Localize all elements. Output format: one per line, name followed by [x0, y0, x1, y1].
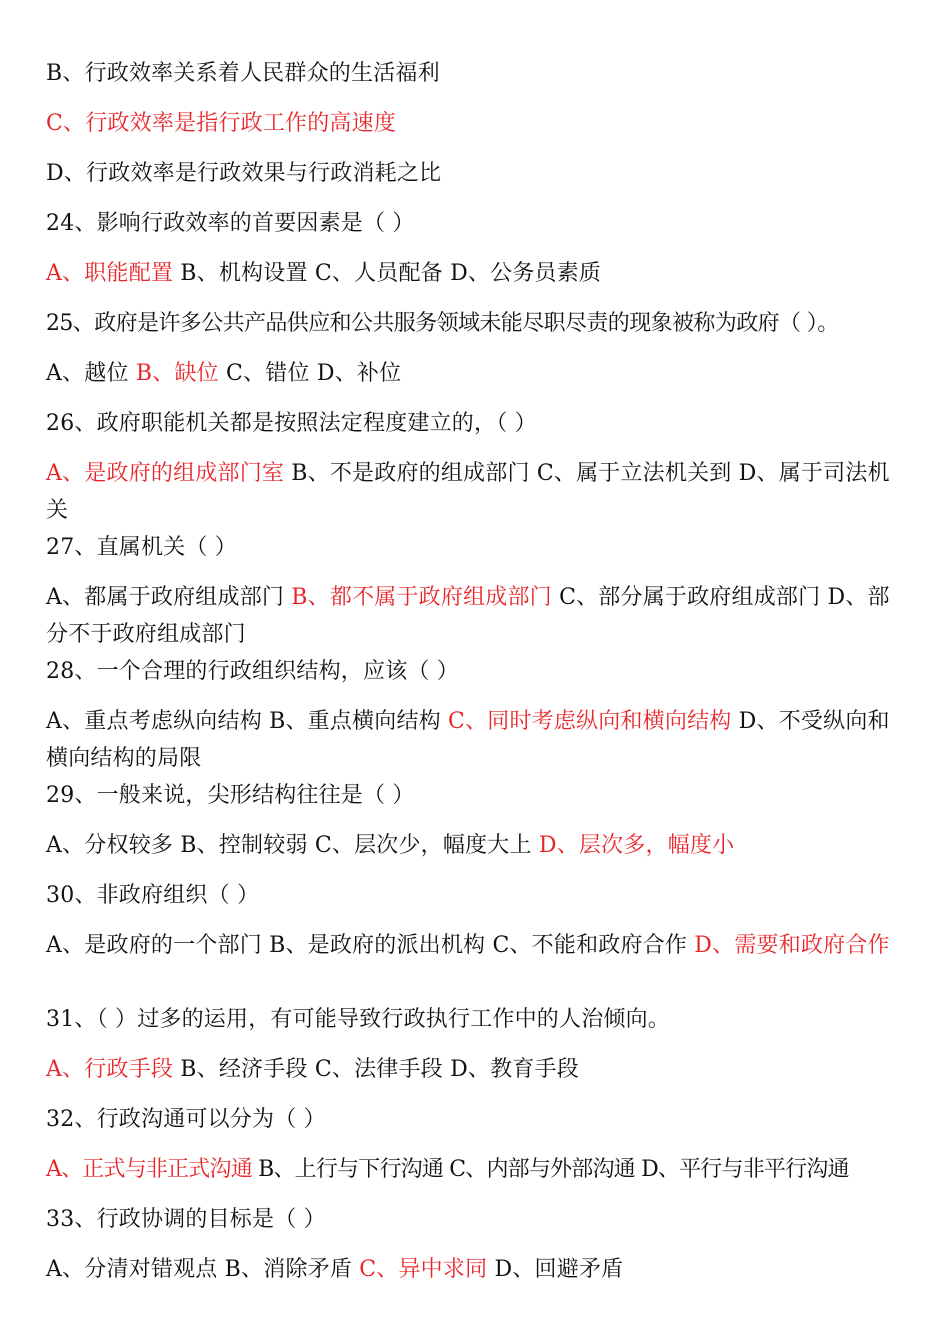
question-29: [46, 777, 908, 814]
other-options: B、机构设置 C、人员配备 D、公务员素质: [173, 261, 602, 286]
answer-c: C、行政效率是指行政工作的高速度: [46, 111, 397, 136]
question-25: [46, 305, 908, 342]
answer-option: A、职能配置: [46, 261, 174, 286]
other-options: B、经济手段 C、法律手段 D、教育手段: [173, 1057, 579, 1082]
question-33: [46, 1201, 908, 1238]
other-options: A、分清对错观点 B、消除矛盾: [46, 1257, 360, 1282]
other-options: B、上行与下行沟通 C、内部与外部沟通 D、平行与非平行沟通: [251, 1157, 849, 1182]
options-27: [46, 579, 908, 653]
question-text: 31、（ ）过多的运用，有可能导致行政执行工作中的人治倾向。: [46, 1007, 670, 1032]
question-24: [46, 205, 908, 242]
question-27: [46, 529, 908, 566]
question-32: [46, 1101, 908, 1138]
question-30: [46, 877, 908, 914]
answer-option: D、层次多，幅度小: [538, 833, 735, 858]
options-30: [46, 927, 908, 964]
question-31: [46, 1001, 908, 1038]
answer-option: C、同时考虑纵向和横向结构: [448, 709, 732, 734]
options-26: [46, 455, 908, 529]
question-text: 29、一般来说，尖形结构往往是（ ）: [46, 783, 415, 808]
other-options: D、回避矛盾: [487, 1257, 624, 1282]
answer-option: A、行政手段: [46, 1057, 174, 1082]
answer-option: A、是政府的组成部门室: [46, 461, 285, 486]
option-b: B、行政效率关系着人民群众的生活福利: [46, 61, 440, 86]
options-32: [46, 1151, 908, 1188]
options-33: [46, 1251, 908, 1288]
question-text: 33、行政协调的目标是（ ）: [46, 1207, 326, 1232]
question-26: [46, 405, 908, 442]
line-1: [46, 55, 908, 92]
other-options: A、分权较多 B、控制较弱 C、层次少，幅度大上: [46, 833, 539, 858]
question-text: 26、政府职能机关都是按照法定程度建立的，（ ）: [46, 411, 537, 436]
question-text: 27、直属机关（ ）: [46, 535, 237, 560]
other-options: A、都属于政府组成部门: [46, 585, 292, 610]
other-options: C、错位 D、补位: [218, 361, 402, 386]
other-options: B、不是政府的组成部门 C、属于立法机关到 D、属于司法机关: [46, 461, 890, 523]
answer-option: C、异中求同: [359, 1257, 488, 1282]
options-31: [46, 1051, 908, 1088]
line-3: [46, 155, 908, 192]
other-options: A、重点考虑纵向结构 B、重点横向结构: [46, 709, 449, 734]
question-28: [46, 653, 908, 690]
question-text: 32、行政沟通可以分为（ ）: [46, 1107, 326, 1132]
answer-option: A、正式与非正式沟通: [46, 1157, 252, 1182]
question-text: 24、影响行政效率的首要因素是（ ）: [46, 211, 415, 236]
question-text: 28、一个合理的行政组织结构，应该（ ）: [46, 659, 459, 684]
options-28: [46, 703, 908, 777]
options-25: [46, 355, 908, 392]
option-d: D、行政效率是行政效果与行政消耗之比: [46, 161, 442, 186]
answer-option: B、缺位: [135, 361, 219, 386]
answer-option: D、需要和政府合作: [694, 933, 890, 958]
other-options: A、越位: [46, 361, 136, 386]
options-24: [46, 255, 908, 292]
question-text: 30、非政府组织（ ）: [46, 883, 260, 908]
other-options: A、是政府的一个部门 B、是政府的派出机构 C、不能和政府合作: [46, 933, 695, 958]
line-2: [46, 105, 908, 142]
options-29: [46, 827, 908, 864]
answer-option: B、都不属于政府组成部门: [291, 585, 552, 610]
other-options: C、部分属于政府组成部门 D、部分不于政府组成部门: [46, 585, 890, 647]
other-options: D、不受纵向和横向结构的局限: [46, 709, 890, 771]
question-text: 25、政府是许多公共产品供应和公共服务领域未能尽职尽责的现象被称为政府（ ）。: [46, 311, 839, 336]
